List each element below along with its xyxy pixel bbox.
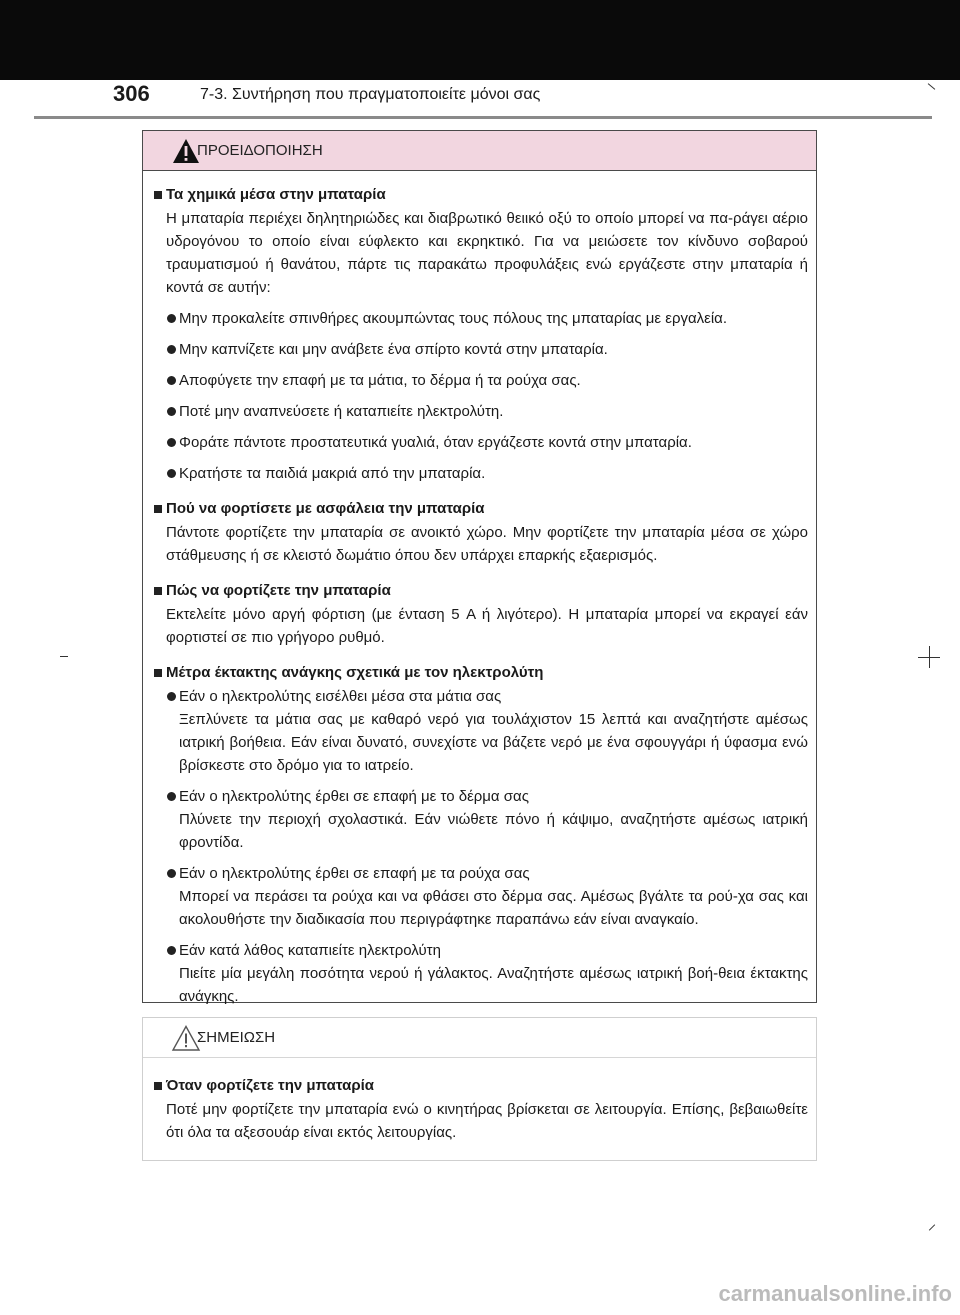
- top-black-band: [0, 0, 960, 80]
- bullet-subtext: Ξεπλύνετε τα μάτια σας με καθαρό νερό για τουλάχιστον 15 λεπτά και αναζητήστε αμέσως ιατρική βοήθεια. Εάν είναι δυνατό, συνεχίστε να βάζετε νερό με ένα σφουγγάρι ή ύφασμα ενώ βρίσκεστε στο δρόμο για το ιατρείο.: [179, 711, 808, 774]
- paragraph: Πάντοτε φορτίζετε την μπαταρία σε ανοικτό χώρο. Μην φορτίζετε την μπαταρία μέσα σε χώρο στάθμευσης ή σε κλειστό δωμάτιο όπου δεν υπάρχει επαρκής εξαερισμός.: [166, 524, 808, 564]
- bullet-subtext: Μπορεί να περάσει τα ρούχα και να φθάσει στο δέρμα σας. Αμέσως βγάλτε τα ρού-χα σας και ακολουθήστε την διαδικασία που περιγράφτηκε παραπάνω εάν είναι αναγκαίο.: [179, 888, 808, 928]
- crop-mark: [928, 83, 936, 90]
- header-rule: [34, 116, 932, 119]
- bullet-item: Κρατήστε τα παιδιά μακριά από την μπαταρία.: [154, 462, 808, 485]
- bullet-item: Ποτέ μην αναπνεύσετε ή καταπιείτε ηλεκτρολύτη.: [154, 400, 808, 423]
- bullet-item: Εάν ο ηλεκτρολύτης έρθει σε επαφή με τα ρούχα σας: [154, 862, 808, 885]
- note-box: [142, 1017, 817, 1161]
- bullet-item: Μην προκαλείτε σπινθήρες ακουμπώντας τους πόλους της μπαταρίας με εργαλεία.: [154, 307, 808, 330]
- section-title: 7-3. Συντήρηση που πραγματοποιείτε μόνοι σας: [200, 86, 541, 103]
- section-heading: Πού να φορτίσετε με ασφάλεια την μπαταρία: [154, 497, 808, 520]
- paragraph: Εκτελείτε μόνο αργή φόρτιση (με ένταση 5 A ή λιγότερο). Η μπαταρία μπορεί να εκραγεί εάν φορτιστεί σε πιο γρήγορο ρυθμό.: [166, 606, 808, 646]
- crop-mark: [60, 656, 68, 657]
- bullet-item: Φοράτε πάντοτε προστατευτικά γυαλιά, όταν εργάζεστε κοντά στην μπαταρία.: [154, 431, 808, 454]
- crop-mark: [929, 1224, 935, 1230]
- warning-box: [142, 130, 817, 1003]
- warning-header: [143, 131, 816, 171]
- note-header: [143, 1018, 816, 1058]
- crop-mark: [929, 646, 930, 668]
- bullet-item: Εάν κατά λάθος καταπιείτε ηλεκτρολύτη: [154, 939, 808, 962]
- section-heading: Πώς να φορτίζετε την μπαταρία: [154, 579, 808, 602]
- note-title: ΣΗΜΕΙΩΣΗ: [197, 1029, 276, 1046]
- section-heading: Τα χημικά μέσα στην μπαταρία: [154, 183, 808, 206]
- section-heading: Όταν φορτίζετε την μπαταρία: [154, 1074, 808, 1097]
- warning-title: ΠΡΟΕΙΔΟΠΟΙΗΣΗ: [197, 142, 323, 159]
- bullet-item: Εάν ο ηλεκτρολύτης έρθει σε επαφή με το δέρμα σας: [154, 785, 808, 808]
- bullet-item: Εάν ο ηλεκτρολύτης εισέλθει μέσα στα μάτια σας: [154, 685, 808, 708]
- paragraph: Ποτέ μην φορτίζετε την μπαταρία ενώ ο κινητήρας βρίσκεται σε λειτουργία. Επίσης, βεβαιωθείτε ότι όλα τα αξεσουάρ είναι εκτός λειτουργίας.: [166, 1101, 808, 1141]
- section-heading: Μέτρα έκτακτης ανάγκης σχετικά με τον ηλεκτρολύτη: [154, 661, 808, 684]
- bullet-subtext: Πιείτε μία μεγάλη ποσότητα νερού ή γάλακτος. Αναζητήστε αμέσως ιατρική βοή-θεια έκτακτης ανάγκης.: [179, 965, 808, 1005]
- bullet-item: Μην καπνίζετε και μην ανάβετε ένα σπίρτο κοντά στην μπαταρία.: [154, 338, 808, 361]
- bullet-subtext: Πλύνετε την περιοχή σχολαστικά. Εάν νιώθετε πόνο ή κάψιμο, αναζητήστε αμέσως ιατρική φροντίδα.: [179, 811, 808, 851]
- watermark: carmanualsonline.info: [718, 1281, 952, 1306]
- bullet-item: Αποφύγετε την επαφή με τα μάτια, το δέρμα ή τα ρούχα σας.: [154, 369, 808, 392]
- page-number: 306: [113, 81, 150, 106]
- paragraph: Η μπαταρία περιέχει δηλητηριώδες και διαβρωτικό θειικό οξύ το οποίο μπορεί να πα-ράγει αέριο υδρογόνου το οποίο είναι εύφλεκτο και εκρηκτικό. Για να μειώσετε τον κίνδυνο σοβαρού τραυματισμού ή θανάτου, πάρτε τις παρακάτω προφυλάξεις ενώ εργάζεστε στην μπαταρία ή κοντά σε αυτήν:: [166, 210, 808, 296]
